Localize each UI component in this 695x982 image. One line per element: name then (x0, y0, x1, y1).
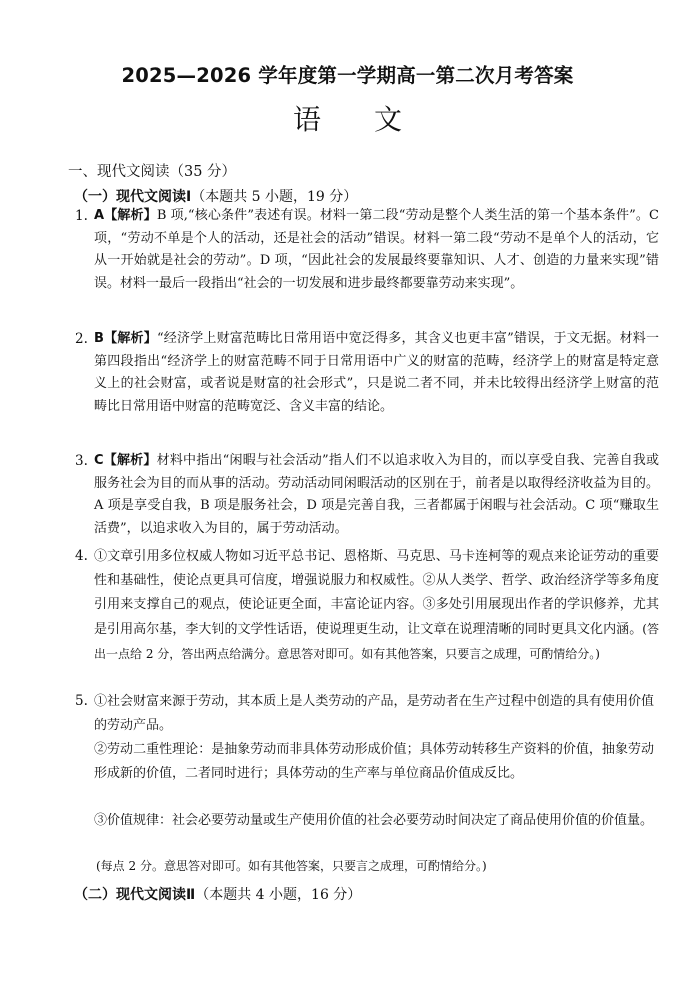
question-number: 4. (75, 548, 88, 564)
section-heading: 一、现代文阅读（35 分） (68, 164, 237, 180)
question-number: 1. (75, 208, 88, 224)
scoring-note: (答出一点给 2 分，答出两点给满分。意思答对即可。如有其他答案，只要言之成理，可酌情给分。) (94, 622, 659, 661)
question-4-answer (94, 545, 659, 667)
question-5-point-1: ①社会财富来源于劳动，其本质上是人类劳动的产品，是劳动者在生产过程中创造的具有使用价值的劳动产品。 (94, 694, 654, 733)
question-3-answer (94, 450, 659, 540)
question-number: 2. (75, 331, 88, 347)
subsection-label: （二）现代文阅读Ⅱ (74, 887, 196, 903)
question-5-point-3: ③价值规律：社会必要劳动量或生产使用价值的社会必要劳动时间决定了商品使用价值的价值量。 (94, 813, 654, 828)
question-2-answer (94, 328, 659, 418)
answer-label: A【解析】 (94, 208, 157, 223)
subsection-desc: （本题共 4 小题，16 分） (195, 887, 362, 903)
answer-label: B【解析】 (94, 331, 157, 346)
subsection-heading-2 (74, 884, 361, 904)
question-1-answer (94, 205, 659, 295)
document-title: 2025—2026 学年度第一学期高一第二次月考答案 (121, 64, 574, 87)
answer-explanation: 材料中指出“闲暇与社会活动”指人们不以追求收入为目的，而以享受自我、完善自我或服务社会为目的而从事的活动。劳动活动同闲暇活动的区别在于，前者是以取得经济收益为目的。A 项是享受自我，B 项是服务社会，D 项是完善自我，三者都属于闲暇与社会活动。C 项“赚取生活费”，以追求收入为目的，属于劳动活动。 (94, 453, 659, 536)
question-number: 5. (75, 693, 88, 709)
subject-title: 语 文 (293, 103, 424, 136)
answer-explanation: “经济学上财富范畴比日常用语中宽泛得多，其含义也更丰富”错误，于文无据。材料一第四段指出“经济学上的财富范畴不同于日常用语中广义的财富的范畴，经济学上的财富是特定意义上的社会财富，或者说是财富的社会形式”，只是说二者不同，并未比较得出经济学上财富的范畴比日常用语中财富的范畴宽泛、含义丰富的结论。 (94, 331, 659, 414)
answer-label: C【解析】 (94, 453, 157, 468)
answer-explanation: B 项,“核心条件”表述有误。材料一第二段“劳动是整个人类生活的第一个基本条件”。C 项，“劳动不单是个人的活动，还是社会的活动”错误。材料一第二段“劳动不是单个人的活动，它从一开始就是社会的劳动”。D 项，“因此社会的发展最终要靠知识、人才、创造的力量来实现”错误。材料一最后一段指出“社会的一切发展和进步最终都要靠劳动来实现”。 (94, 208, 659, 291)
question-number: 3. (75, 453, 88, 469)
subsection-desc: （本题共 5 小题，19 分） (191, 189, 358, 205)
scoring-note: (每点 2 分。意思答对即可。如有其他答案，只要言之成理，可酌情给分。) (96, 859, 487, 873)
question-5-point-2: ②劳动二重性理论：是抽象劳动而非具体劳动形成价值；具体劳动转移生产资料的价值，抽象劳动形成新的价值，二者同时进行；具体劳动的生产率与单位商品价值成反比。 (94, 742, 654, 781)
subsection-label: （一）现代文阅读Ⅰ (74, 189, 192, 205)
subsection-heading-1 (74, 186, 357, 206)
answer-text: ①文章引用多位权威人物如习近平总书记、恩格斯、马克思、马卡连柯等的观点来论证劳动的重要性和基础性，使论点更具可信度，增强说服力和权威性。②从人类学、哲学、政治经济学等多角度引用来支撑自己的观点，使论证更全面，丰富论证内容。③多处引用展现出作者的学识修养，尤其是引用高尔基，李大钊的文学性话语，使说理更生动，让文章在说理清晰的同时更具文化内涵。 (94, 549, 659, 637)
